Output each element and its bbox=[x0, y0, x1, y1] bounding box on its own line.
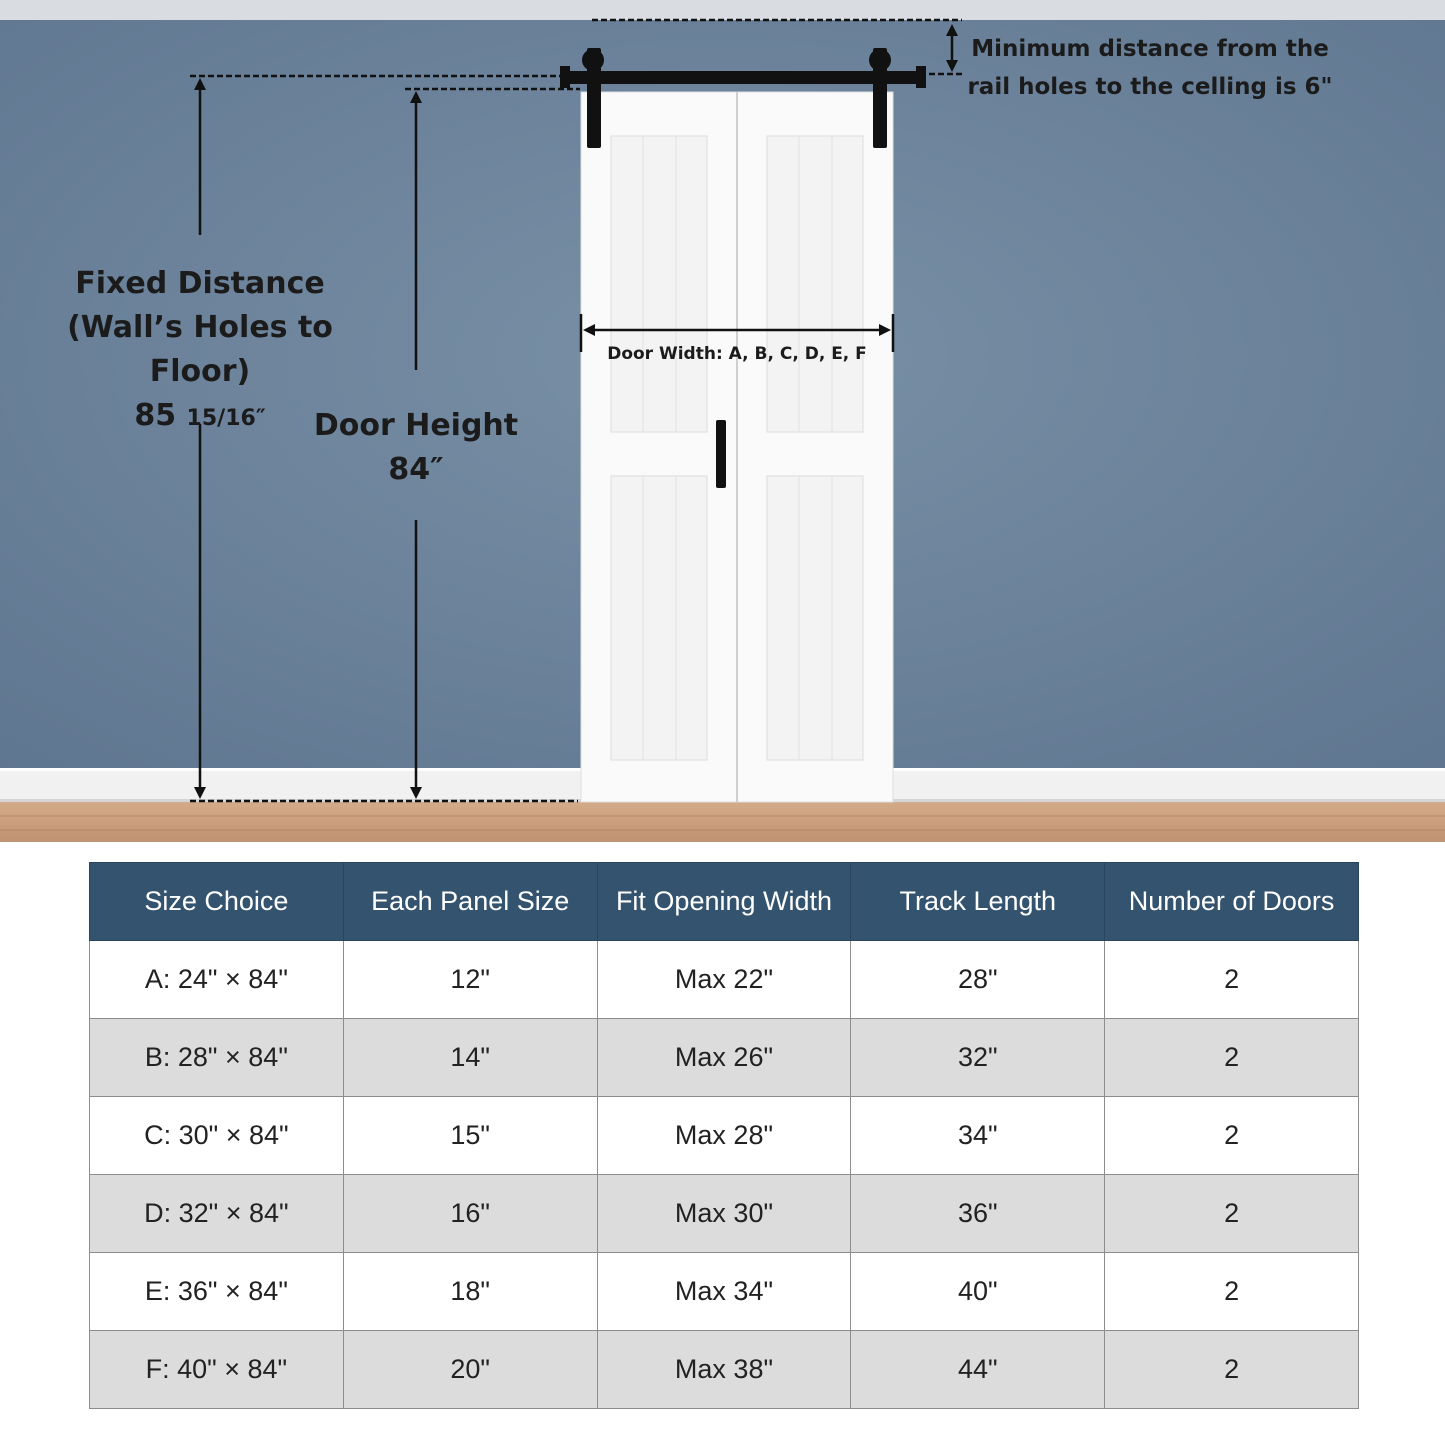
header-number-of-doors: Number of Doors bbox=[1105, 863, 1359, 941]
cell-panel-size: 18" bbox=[343, 1253, 597, 1331]
cell-size-choice: E: 36" × 84" bbox=[90, 1253, 344, 1331]
header-panel-size: Each Panel Size bbox=[343, 863, 597, 941]
cell-size-choice: D: 32" × 84" bbox=[90, 1175, 344, 1253]
cell-number-of-doors: 2 bbox=[1105, 941, 1359, 1019]
cell-panel-size: 12" bbox=[343, 941, 597, 1019]
table-row bbox=[90, 1175, 1359, 1253]
cell-opening-width: Max 28" bbox=[597, 1097, 851, 1175]
cell-opening-width: Max 30" bbox=[597, 1175, 851, 1253]
ceiling-distance-note bbox=[960, 30, 1340, 106]
cell-number-of-doors: 2 bbox=[1105, 1331, 1359, 1409]
table-row bbox=[90, 1019, 1359, 1097]
cell-number-of-doors: 2 bbox=[1105, 1097, 1359, 1175]
door-height-label bbox=[306, 404, 526, 492]
table-header-row bbox=[90, 863, 1359, 941]
cell-track-length: 44" bbox=[851, 1331, 1105, 1409]
ceiling-note-line1: Minimum distance from the bbox=[971, 36, 1329, 62]
cell-track-length: 36" bbox=[851, 1175, 1105, 1253]
cell-track-length: 28" bbox=[851, 941, 1105, 1019]
cell-panel-size: 16" bbox=[343, 1175, 597, 1253]
cell-track-length: 34" bbox=[851, 1097, 1105, 1175]
cell-opening-width: Max 34" bbox=[597, 1253, 851, 1331]
cell-track-length: 40" bbox=[851, 1253, 1105, 1331]
cell-opening-width: Max 38" bbox=[597, 1331, 851, 1409]
size-spec-table bbox=[89, 862, 1359, 1409]
cell-opening-width: Max 26" bbox=[597, 1019, 851, 1097]
cell-size-choice: A: 24" × 84" bbox=[90, 941, 344, 1019]
barn-door bbox=[581, 92, 893, 802]
cell-number-of-doors: 2 bbox=[1105, 1175, 1359, 1253]
ceiling-note-line2: rail holes to the celling is 6" bbox=[967, 74, 1333, 100]
fixed-distance-subtitle: (Wall’s Holes to Floor) bbox=[67, 310, 333, 389]
cell-panel-size: 15" bbox=[343, 1097, 597, 1175]
header-size-choice: Size Choice bbox=[90, 863, 344, 941]
door-height-value: 84″ bbox=[388, 452, 444, 487]
cell-size-choice: C: 30" × 84" bbox=[90, 1097, 344, 1175]
cell-opening-width: Max 22" bbox=[597, 941, 851, 1019]
header-opening-width: Fit Opening Width bbox=[597, 863, 851, 941]
table-row bbox=[90, 1097, 1359, 1175]
fixed-distance-whole: 85 bbox=[134, 398, 177, 433]
floor bbox=[0, 802, 1445, 842]
ceiling bbox=[0, 0, 1445, 20]
door-height-title: Door Height bbox=[313, 408, 519, 443]
cell-track-length: 32" bbox=[851, 1019, 1105, 1097]
door-handle bbox=[716, 420, 726, 488]
table-row bbox=[90, 1331, 1359, 1409]
header-track-length: Track Length bbox=[851, 863, 1105, 941]
table-row bbox=[90, 1253, 1359, 1331]
cell-size-choice: B: 28" × 84" bbox=[90, 1019, 344, 1097]
cell-number-of-doors: 2 bbox=[1105, 1019, 1359, 1097]
fixed-distance-fraction: 15/16″ bbox=[186, 406, 266, 431]
fixed-distance-title: Fixed Distance bbox=[75, 266, 325, 301]
cell-panel-size: 14" bbox=[343, 1019, 597, 1097]
cell-size-choice: F: 40" × 84" bbox=[90, 1331, 344, 1409]
door-width-label: Door Width: A, B, C, D, E, F bbox=[607, 344, 867, 364]
table-row bbox=[90, 941, 1359, 1019]
cell-panel-size: 20" bbox=[343, 1331, 597, 1409]
cell-number-of-doors: 2 bbox=[1105, 1253, 1359, 1331]
